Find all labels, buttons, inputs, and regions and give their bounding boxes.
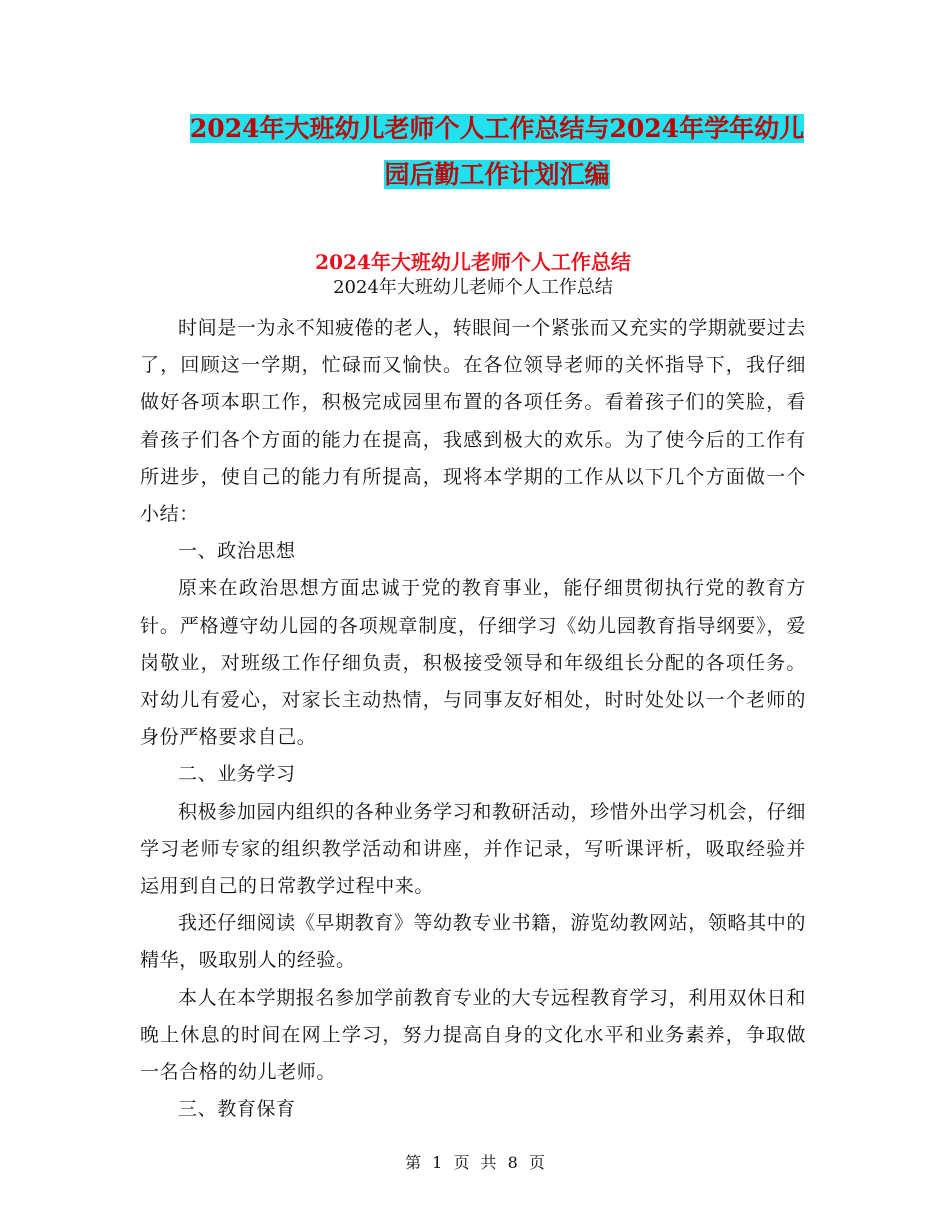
paragraph-study-2: 我还仔细阅读《早期教育》等幼教专业书籍，游览幼教网站，领略其中的精华，吸取别人的经验。 bbox=[140, 912, 806, 972]
section-title: 2024年大班幼儿老师个人工作总结 bbox=[315, 250, 631, 274]
heading-politics: 一、政治思想 bbox=[178, 540, 296, 563]
main-title-line-2 bbox=[100, 150, 894, 200]
heading-study: 二、业务学习 bbox=[178, 763, 296, 786]
heading-education: 三、教育保育 bbox=[178, 1098, 296, 1121]
paragraph-study-1: 积极参加园内组织的各种业务学习和教研活动，珍惜外出学习机会，仔细学习老师专家的组织教学活动和讲座，并作记录，写听课评析，吸取经验并运用到自己的日常教学过程中来。 bbox=[140, 800, 806, 898]
body-text bbox=[140, 310, 806, 1128]
paragraph-politics: 原来在政治思想方面忠诚于党的教育事业，能仔细贯彻执行党的教育方针。严格遵守幼儿园的各项规章制度，仔细学习《幼儿园教育指导纲要》，爱岗敬业，对班级工作仔细负责，积极接受领导和年级组长分配的各项任务。对幼儿有爱心，对家长主动热情，与同事友好相处，时时处处以一个老师的身份严格要求自己。 bbox=[140, 577, 806, 749]
page-footer: 第 1 页 共 8 页 bbox=[405, 1153, 545, 1172]
main-title-line-1 bbox=[100, 104, 894, 154]
paragraph-intro: 时间是一为永不知疲倦的老人，转眼间一个紧张而又充实的学期就要过去了，回顾这一学期，忙碌而又愉快。在各位领导老师的关怀指导下，我仔细做好各项本职工作，积极完成园里布置的各项任务。看着孩子们的笑脸，看着孩子们各个方面的能力在提高，我感到极大的欢乐。为了使今后的工作有所进步，使自己的能力有所提高，现将本学期的工作从以下几个方面做一个小结： bbox=[140, 317, 806, 526]
main-title-highlight-1: 2024年大班幼儿老师个人工作总结与2024年学年幼儿 bbox=[189, 114, 805, 143]
main-title-highlight-2: 园后勤工作计划汇编 bbox=[384, 160, 610, 189]
section-subtitle: 2024年大班幼儿老师个人工作总结 bbox=[333, 277, 613, 298]
paragraph-study-3: 本人在本学期报名参加学前教育专业的大专远程教育学习，利用双休日和晚上休息的时间在网上学习，努力提高自身的文化水平和业务素养，争取做一名合格的幼儿老师。 bbox=[140, 986, 806, 1084]
